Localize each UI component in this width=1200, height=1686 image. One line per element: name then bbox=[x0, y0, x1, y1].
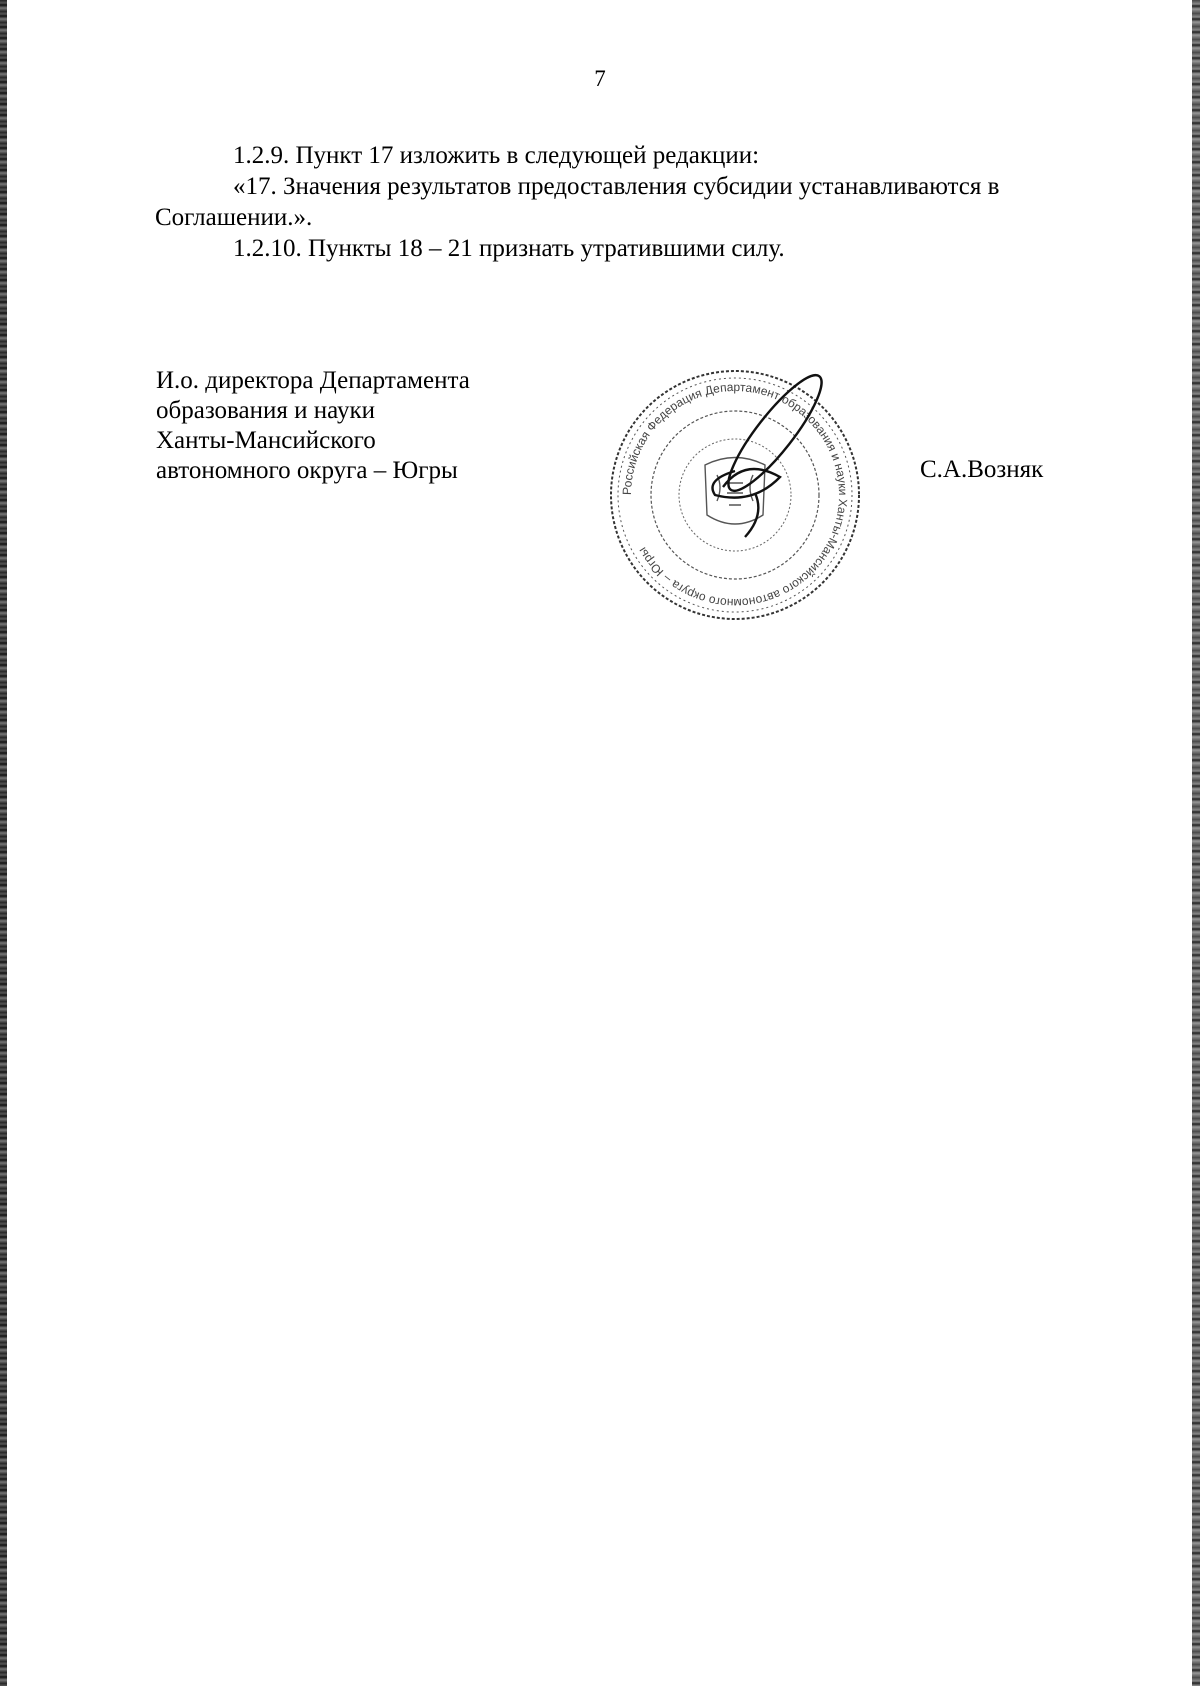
signatory-title bbox=[156, 366, 470, 486]
signatory-name: С.А.Возняк bbox=[920, 456, 1044, 483]
official-stamp bbox=[605, 365, 865, 625]
paragraph-1-2-10: 1.2.10. Пункты 18 – 21 признать утратившими силу. bbox=[233, 235, 785, 262]
body-text bbox=[155, 140, 1070, 264]
scan-left-edge bbox=[0, 0, 7, 1686]
signatory-title-line: И.о. директора Департамента bbox=[156, 367, 470, 394]
paragraph-1-2-9: 1.2.9. Пункт 17 изложить в следующей редакции: bbox=[233, 142, 760, 169]
stamp-inner-ring bbox=[618, 378, 852, 612]
page-number: 7 bbox=[594, 66, 606, 91]
stamp-text: Российская Федерация Департамент образования и науки Ханты-Мансийского автономного округа – Югры bbox=[619, 379, 851, 611]
scan-right-edge bbox=[1192, 0, 1200, 1686]
signatory-title-line: образования и науки bbox=[156, 397, 375, 424]
signatory-title-line: автономного округа – Югры bbox=[156, 457, 458, 484]
paragraph-quote-17: «17. Значения результатов предоставления субсидии устанавливаются в Соглашении.». bbox=[155, 173, 1000, 231]
stamp-outer-ring bbox=[611, 371, 859, 619]
signatory-title-line: Ханты-Мансийского bbox=[156, 427, 376, 454]
stamp-center-ring bbox=[679, 439, 791, 551]
